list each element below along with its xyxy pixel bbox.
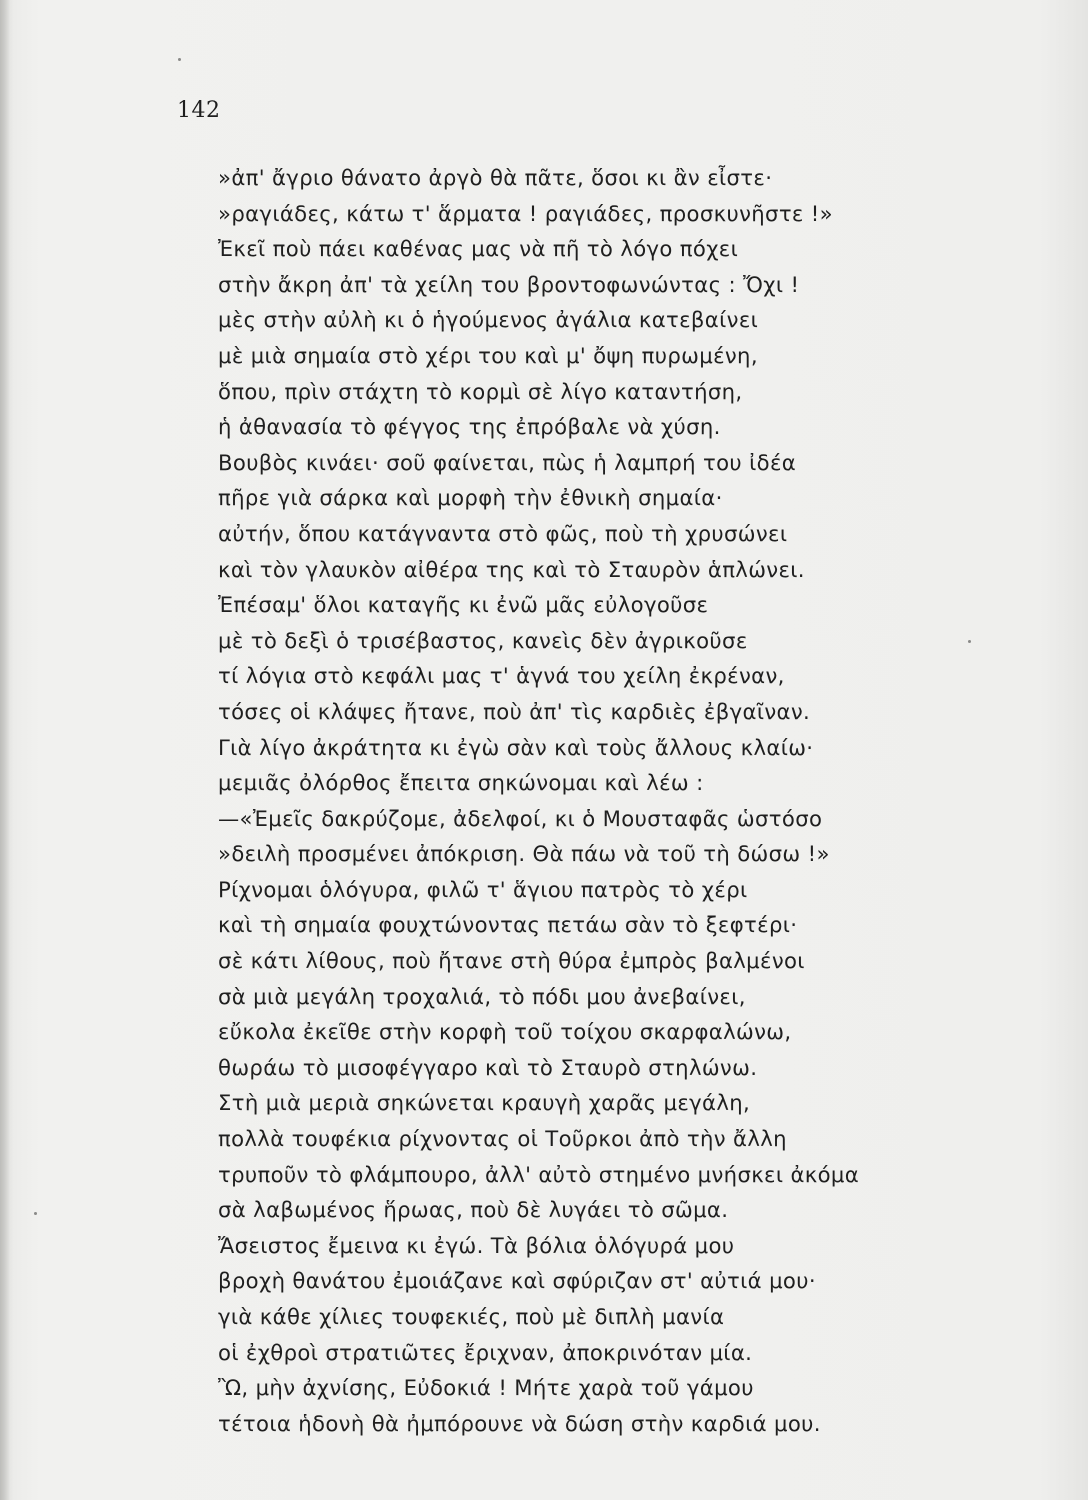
poem-line: Ὢ, μὴν ἀχνίσης, Εὐδοκιά ! Μήτε χαρὰ τοῦ γάμου	[218, 1375, 754, 1401]
poem-line: μὲ τὸ δεξὶ ὁ τρισέβαστος, κανεὶς δὲν ἀγρικοῦσε	[218, 627, 748, 653]
poem-line: εὔκολα ἐκεῖθε στὴν κορφὴ τοῦ τοίχου σκαρφαλώνω,	[218, 1019, 792, 1045]
poem-line: πολλὰ τουφέκια ρίχνοντας οἱ Τοῦρκοι ἀπὸ τὴν ἄλλη	[218, 1126, 787, 1152]
poem-line: οἱ ἐχθροὶ στρατιῶτες ἔριχναν, ἀποκρινόταν μία.	[218, 1339, 753, 1365]
poem-line: Στὴ μιὰ μεριὰ σηκώνεται κραυγὴ χαρᾶς μεγάλη,	[218, 1090, 751, 1116]
poem-line: —«Ἐμεῖς δακρύζομε, ἀδελφοί, κι ὁ Μουσταφᾶς ὡστόσο	[218, 805, 823, 831]
poem-line: ὅπου, πρὶν στάχτη τὸ κορμὶ σὲ λίγο καταντήση,	[218, 378, 743, 404]
poem-line: αὐτήν, ὅπου κατάγναντα στὸ φῶς, ποὺ τὴ χρυσώνει	[218, 520, 788, 546]
poem-line: βροχὴ θανάτου ἐμοιάζανε καὶ σφύριζαν στ' αὐτιά μου·	[218, 1268, 816, 1294]
poem-text	[218, 160, 1038, 1441]
poem-line: θωράω τὸ μισοφέγγαρο καὶ τὸ Σταυρὸ στηλώνω.	[218, 1054, 758, 1080]
paper-speck	[34, 1212, 37, 1215]
page-number: 142	[177, 98, 221, 123]
poem-line: σὰ μιὰ μεγάλη τροχαλιά, τὸ πόδι μου ἀνεβαίνει,	[218, 983, 746, 1009]
poem-line: Ἐκεῖ ποὺ πάει καθένας μας νὰ πῆ τὸ λόγο πόχει	[218, 236, 739, 262]
paper-speck	[178, 58, 181, 61]
poem-line: Ἄσειστος ἔμεινα κι ἐγώ. Τὰ βόλια ὁλόγυρά μου	[218, 1232, 735, 1258]
poem-line: τί λόγια στὸ κεφάλι μας τ' ἁγνά του χείλη ἐκρέναν,	[218, 663, 785, 689]
poem-line: γιὰ κάθε χίλιες τουφεκιές, ποὺ μὲ διπλὴ μανία	[218, 1304, 725, 1329]
poem-line: πῆρε γιὰ σάρκα καὶ μορφὴ τὴν ἐθνικὴ σημαία·	[218, 485, 723, 511]
poem-line: »ἀπ' ἄγριο θάνατο ἀργὸ θὰ πᾶτε, ὅσοι κι ἂν εἶστε·	[218, 165, 773, 190]
poem-line: τρυποῦν τὸ φλάμπουρο, ἀλλ' αὐτὸ στημένο μνήσκει ἀκόμα	[218, 1161, 860, 1187]
poem-line: Ρίχνομαι ὁλόγυρα, φιλῶ τ' ἅγιου πατρὸς τὸ χέρι	[218, 876, 748, 902]
poem-line: καὶ τὴ σημαία φουχτώνοντας πετάω σὰν τὸ ξεφτέρι·	[218, 912, 798, 938]
poem-line: »δειλὴ προσμένει ἀπόκριση. Θὰ πάω νὰ τοῦ τὴ δώσω !»	[218, 841, 830, 867]
poem-line: Βουβὸς κινάει· σοῦ φαίνεται, πὼς ἡ λαμπρή του ἰδέα	[218, 449, 797, 475]
poem-line: καὶ τὸν γλαυκὸν αἰθέρα της καὶ τὸ Σταυρὸν ἁπλώνει.	[218, 556, 805, 582]
page-gutter-shadow	[0, 0, 10, 1500]
poem-line: ἡ ἀθανασία τὸ φέγγος της ἐπρόβαλε νὰ χύση.	[218, 414, 721, 440]
poem-line: σὲ κάτι λίθους, ποὺ ἤτανε στὴ θύρα ἐμπρὸς βαλμένοι	[218, 948, 805, 974]
poem-line: τόσες οἱ κλάψες ἤτανε, ποὺ ἀπ' τὶς καρδιὲς ἐβγαῖναν.	[218, 698, 811, 724]
poem-line: μὲ μιὰ σημαία στὸ χέρι του καὶ μ' ὄψη πυρωμένη,	[218, 342, 758, 368]
poem-line: σὰ λαβωμένος ἥρωας, ποὺ δὲ λυγάει τὸ σῶμα.	[218, 1197, 729, 1223]
poem-line: στὴν ἄκρη ἀπ' τὰ χείλη του βροντοφωνώντας : Ὄχι !	[218, 271, 800, 297]
poem-line: τέτοια ἡδονὴ θὰ ἠμπόρουνε νὰ δώση στὴν καρδιά μου.	[218, 1410, 821, 1436]
poem-line: Ἐπέσαμ' ὅλοι καταγῆς κι ἐνῶ μᾶς εὐλογοῦσε	[218, 592, 709, 618]
poem-line: μεμιᾶς ὀλόρθος ἔπειτα σηκώνομαι καὶ λέω :	[218, 770, 704, 796]
poem-line: μὲς στὴν αὐλὴ κι ὁ ἡγούμενος ἀγάλια κατεβαίνει	[218, 307, 759, 333]
poem-line: »ραγιάδες, κάτω τ' ἅρματα ! ραγιάδες, προσκυνῆστε !»	[218, 200, 833, 226]
poem-line: Γιὰ λίγο ἀκράτητα κι ἐγὼ σὰν καὶ τοὺς ἄλλους κλαίω·	[218, 734, 814, 760]
paper-speck	[968, 640, 971, 643]
